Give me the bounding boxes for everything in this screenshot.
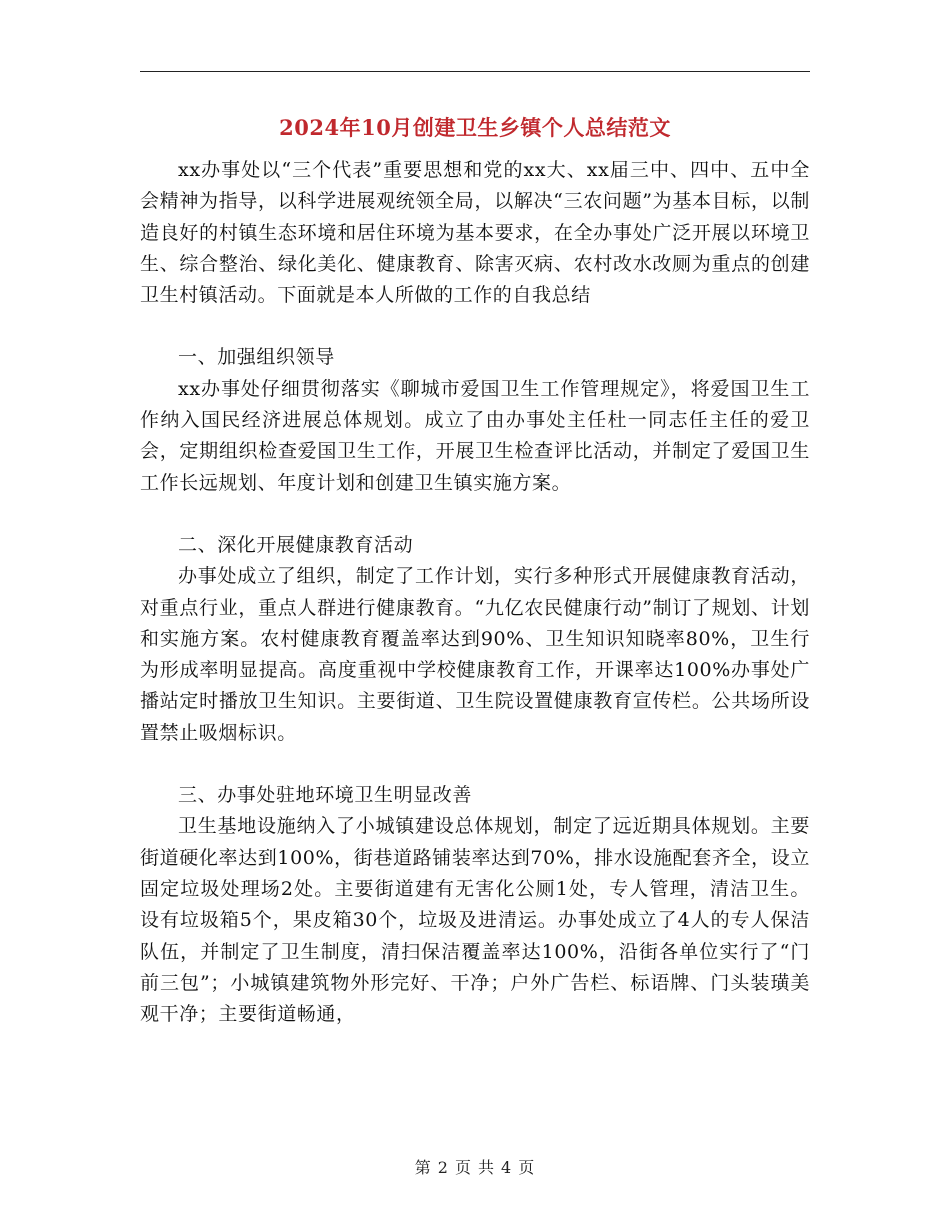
section-heading: 二、深化开展健康教育活动 xyxy=(178,533,414,556)
section-paragraph: xx办事处仔细贯彻落实《聊城市爱国卫生工作管理规定》，将爱国卫生工作纳入国民经济进展总体规划。成立了由办事处主任杜一同志任主任的爱卫会，定期组织检查爱国卫生工作，开展卫生检查评比活动，并制定了爱国卫生工作长远规划、年度计划和创建卫生镇实施方案。 xyxy=(140,377,810,494)
section-heading: 三、办事处驻地环境卫生明显改善 xyxy=(178,784,473,807)
section-paragraph: 办事处成立了组织，制定了工作计划，实行多种形式开展健康教育活动，对重点行业，重点人群进行健康教育。“九亿农民健康行动”制订了规划、计划和实施方案。农村健康教育覆盖率达到90%、卫生知识知晓率80%，卫生行为形成率明显提高。高度重视中学校健康教育工作，开课率达100%办事处广播站定时播放卫生知识。主要街道、卫生院设置健康教育宣传栏。公共场所设置禁止吸烟标识。 xyxy=(140,565,810,744)
footer-middle: 页 共 xyxy=(454,1158,496,1177)
intro-paragraph: xx办事处以“三个代表”重要思想和党的xx大、xx届三中、四中、五中全会精神为指导，以科学进展观统领全局，以解决“三农问题”为基本目标，以制造良好的村镇生态环境和居住环境为基本要求，在全办事处广泛开展以环境卫生、综合整治、绿化美化、健康教育、除害灭病、农村改水改厕为重点的创建卫生村镇活动。下面就是本人所做的工作的自我总结 xyxy=(140,159,810,307)
page-footer xyxy=(0,1155,950,1178)
footer-prefix: 第 xyxy=(414,1158,432,1177)
page-number: 2 xyxy=(437,1158,449,1177)
section-paragraph: 卫生基地设施纳入了小城镇建设总体规划，制定了远近期具体规划。主要街道硬化率达到100%，街巷道路铺装率达到70%，排水设施配套齐全，设立固定垃圾处理场2处。主要街道建有无害化公厕1处，专人管理，清洁卫生。设有垃圾箱5个，果皮箱30个，垃圾及进清运。办事处成立了4人的专人保洁队伍，并制定了卫生制度，清扫保洁覆盖率达100%，沿街各单位实行了“门前三包”；小城镇建筑物外形完好、干净；户外广告栏、标语牌、门头装璜美观干净；主要街道畅通， xyxy=(140,815,810,1026)
document-title: 2024年10月创建卫生乡镇个人总结范文 xyxy=(279,115,671,140)
header-rule xyxy=(140,71,810,72)
document-body xyxy=(140,155,810,1030)
section-heading: 一、加强组织领导 xyxy=(178,346,335,369)
footer-suffix: 页 xyxy=(518,1158,536,1177)
page-total: 4 xyxy=(501,1158,513,1177)
